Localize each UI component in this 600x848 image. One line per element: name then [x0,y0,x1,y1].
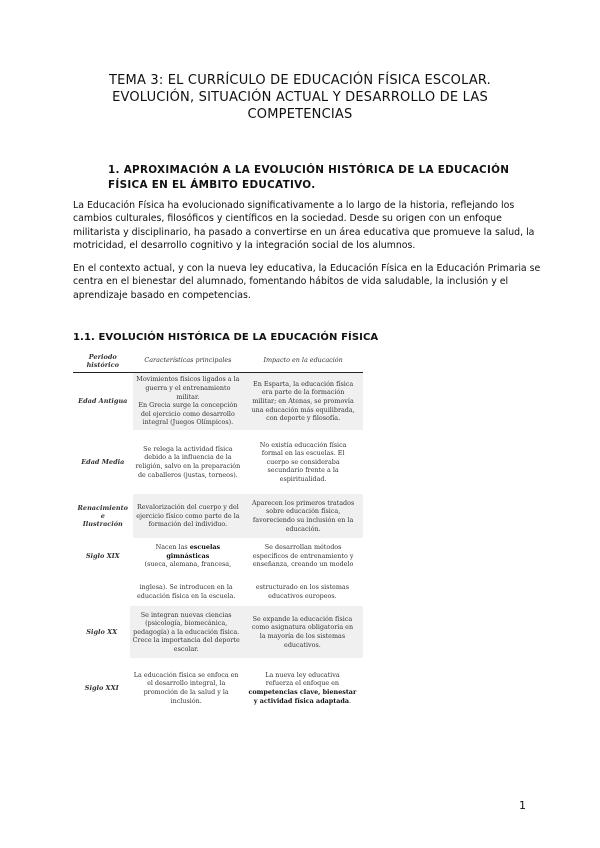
page-number: 1 [519,799,526,812]
cell-line: enseñanza, creando un modelo [252,560,354,569]
paragraph-line: militarista y disciplinario, ha pasado a convertirse en un área educativa que promueve la salud, la [73,226,535,238]
table-row [73,494,363,538]
impact-cell [242,606,363,658]
paragraph-line: centra en el bienestar del alumnado, fomentando hábitos de vida saludable, la inclusión y el [73,276,509,288]
cell-line: ejercicio físico como parte de la [136,511,240,520]
cell-line: Movimientos físicos ligados a la [136,375,240,384]
impact-cell [243,372,363,430]
section-1-heading [108,163,509,193]
cell-line: específicos de entrenamiento y [252,551,354,560]
cell-line: secundario frente a la [267,466,339,475]
cell-line: Aparecen los primeros tratados [251,498,355,507]
characteristics-cell [133,494,244,538]
table-row [73,658,363,718]
history-table-continued [73,578,363,718]
heading-line: 1. APROXIMACIÓN A LA EVOLUCIÓN HISTÓRICA DE LA EDUCACIÓN [108,164,510,176]
cell-line: En Esparta, la educación física [253,379,354,388]
paragraph-line: En el contexto actual, y con la nueva ley educativa, la Educación Física en la Educación Primaria se [73,263,541,274]
cell-line: educación física en la escuela. [136,592,236,600]
title-line: EVOLUCIÓN, SITUACIÓN ACTUAL Y DESARROLLO DE LAS [112,90,488,105]
cell-line: religión, salvo en la preparación [135,462,241,470]
impact-cell [243,430,363,494]
period-cell: Siglo XIX [85,552,120,560]
cell-line: refuerza el enfoque en [265,679,340,688]
paragraph-line: aprendizaje basado en competencias. [73,289,251,301]
cell-line: Revalorización del cuerpo y del [136,503,239,512]
period-line: Renacimiento e [77,504,128,520]
cell-line: de caballeros (justas, torneos). [137,470,238,479]
header-period-l2: histórico [86,360,119,369]
header-period [73,350,133,372]
cell-line: era parte de la formación [261,388,345,397]
table-row [73,606,363,658]
title-line: COMPETENCIAS [247,107,353,122]
cell-line: el desarrollo integral, la [147,679,226,688]
cell-text: . [348,696,352,705]
table-header-row [73,350,363,372]
section-1-1-heading: 1.1. EVOLUCIÓN HISTÓRICA DE LA EDUCACIÓN FÍSICA [73,332,379,343]
cell-text-bold: escuelas gimnásticas [166,543,221,560]
cell-line: favoreciendo su inclusión en la [252,516,354,524]
cell-line: del ejercicio como desarrollo [140,409,235,418]
table-row [73,538,363,574]
cell-line: Se desarrollan métodos [264,543,342,552]
impact-cell [243,538,363,574]
cell-line: La educación física se enfoca en [133,670,239,679]
cell-line: Se integran nuevas ciencias [140,610,232,619]
cell-line: Se expande la educación física [252,614,353,623]
cell-line: espiritualidad. [279,474,327,483]
cell-line: estructurado en los sistemas [255,583,349,592]
header-characteristics: Características principales [144,356,232,365]
characteristics-cell [133,538,244,574]
characteristics-cell [130,658,241,718]
table-row [73,430,363,494]
period-cell [73,494,133,538]
characteristics-cell [130,606,241,658]
cell-line: guerra y el entrenamiento militar. [145,384,231,401]
characteristics-cell [133,430,244,494]
cell-line: formal en las escuelas. El [261,449,345,458]
cell-line: sobre educación física, [265,507,341,516]
period-cell: Edad Antigua [78,397,128,406]
header-period-l1: Periodo [88,352,117,361]
intro-paragraph [73,199,543,253]
cell-line: militar; en Atenas, se promovía [252,396,354,405]
cell-line: (psicología, biomecánica, [145,619,228,628]
impact-cell [242,658,363,718]
history-table [73,350,363,574]
characteristics-cell [133,372,244,430]
document-title [60,72,540,123]
heading-line: FÍSICA EN EL ÁMBITO EDUCATIVO. [108,179,316,191]
period-cell: Siglo XX [86,628,118,636]
cell-line: integral (Juegos Olímpicos). [142,418,234,427]
cell-line: formación del individuo. [148,520,228,529]
cell-line-bold: competencias clave, bienestar [248,688,357,696]
paragraph-line: motricidad, el desarrollo cognitivo y la integración social de los alumnos. [73,240,416,252]
header-impact: Impacto en la educación [263,356,343,365]
cell-line: educativos europeos. [268,592,337,600]
cell-line: (sueca, alemana, francesa, [144,560,232,569]
table-row [73,578,363,606]
cell-line-bold: y actividad física adaptada [253,696,349,705]
period-cell: Siglo XXI [84,684,119,692]
impact-cell [243,494,363,538]
cell-line: una educación más equilibrada, [251,405,355,414]
period-cell [73,578,130,606]
cell-line: la mayoría de los sistemas [259,632,346,640]
cell-line: Crece la importancia del deporte [132,636,240,645]
table-row [73,372,363,430]
cell-line: pedagogía) a la educación física. [133,627,240,636]
paragraph-line: cambios culturales, filosóficos y científicos en la sociedad. Desde su origen con un enfoque [73,213,502,225]
cell-line: promoción de la salud y la [143,688,229,696]
cell-line: La nueva ley educativa [265,670,340,679]
title-line: TEMA 3: EL CURRÍCULO DE EDUCACIÓN FÍSICA ESCOLAR. [108,73,492,88]
cell-line: inclusión. [170,696,202,705]
cell-line: inglesa). Se introducen en la [139,583,233,592]
cell-line: con deporte y filosofía. [266,414,341,423]
cell-line: No existía educación física [259,440,347,449]
characteristics-cell [130,578,241,606]
cell-line: como asignatura obligatoria en [251,623,354,632]
period-cell: Edad Media [81,458,125,466]
cell-line: En Grecia surge la concepción [138,401,238,410]
context-paragraph [73,262,543,302]
cell-line: debido a la influencia de la [144,453,232,462]
paragraph-line: La Educación Física ha evolucionado significativamente a lo largo de la historia, reflejando los [73,200,515,211]
cell-line: cuerpo se consideraba [266,457,340,466]
cell-line: educación. [285,524,321,533]
cell-line: Se relega la actividad física [143,444,233,453]
period-line: Ilustración [82,520,123,528]
impact-cell [242,578,363,606]
cell-line: educativos. [284,640,321,649]
cell-text: Nacen las [155,543,190,552]
cell-line: escolar. [173,644,199,653]
